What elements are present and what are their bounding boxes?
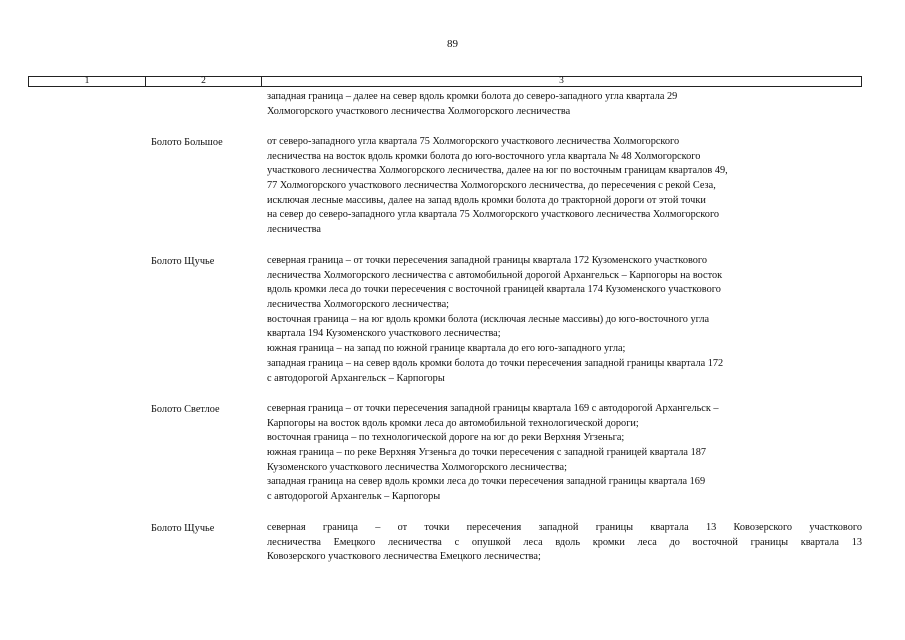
entry-name: Болото Щучье	[151, 256, 215, 267]
description-line: южная граница – по реке Верхняя Угзеньга до точки пересечения с западной границей квартала 187	[267, 447, 707, 459]
description-line: северная граница – от точки пересечения западной границы квартала 169 с автодорогой Архангельск –	[267, 403, 719, 414]
description-line: лесничества Емецкого лесничества с опушкой леса вдоль кромки леса до восточной границы квартала 13	[267, 536, 862, 548]
description-line: лесничества Холмогорского лесничества с автомобильной дорогой Архангельск – Карпогоры на восток	[267, 269, 723, 281]
column-header-1: 1	[29, 77, 146, 86]
description-line: с автодорогой Архангельск – Карпогоры	[267, 372, 445, 384]
column-header-3: 3	[559, 76, 564, 86]
description-line: вдоль кромки леса до точки пересечения с восточной границей квартала 174 Кузоменского участкового	[267, 284, 721, 296]
page-number: 89	[447, 38, 458, 50]
description-line: Кузоменского участкового лесничества Холмогорского лесничества;	[267, 461, 567, 473]
description-line: восточная граница – на юг вдоль кромки болота (исключая лесные массивы) до юго-восточного угла	[267, 313, 710, 325]
entry-description	[267, 135, 862, 238]
description-line: северная граница – от точки пересечения западной границы квартала 13 Ковозерского участкового	[267, 522, 862, 533]
description-line: южная граница – на запад по южной границе квартала до его юго-западного угла;	[267, 343, 626, 355]
description-line: лесничества	[267, 224, 321, 236]
description-line: западная граница – на север вдоль кромки болота до точки пересечения западной границы квартала 172	[267, 357, 724, 369]
description-line: северная граница – от точки пересечения западной границы квартала 172 Кузоменского участкового	[267, 255, 708, 266]
description-line: участкового лесничества Холмогорского лесничества, далее на юг по восточным границам кварталов 49,	[267, 165, 728, 177]
description-line: на север до северо-западного угла квартала 75 Холмогорского участкового лесничества Холмогорского	[267, 209, 720, 221]
entry-description	[267, 254, 862, 386]
description-line: с автодорогой Архангельк – Карпогоры	[267, 491, 441, 503]
description-line: от северо-западного угла квартала 75 Холмогорского участкового лесничества Холмогорского	[267, 136, 680, 147]
description-line: квартала 194 Кузоменского участкового лесничества;	[267, 328, 501, 340]
entry-description	[267, 402, 862, 505]
description-line: Холмогорского участкового лесничества Холмогорского лесничества	[267, 105, 571, 117]
description-line: западная граница – далее на север вдоль кромки болота до северо-западного угла квартала 29	[267, 91, 678, 102]
description-line: Ковозерского участкового лесничества Емецкого лесничества;	[267, 551, 541, 563]
description-line: лесничества Холмогорского лесничества;	[267, 299, 450, 311]
entry-name: Болото Светлое	[151, 404, 220, 415]
description-line: 77 Холмогорского участкового лесничества Холмогорского лесничества, до пересечения с рекой Сеза,	[267, 180, 716, 192]
description-line: лесничества на восток вдоль кромки болота до юго-восточного угла квартала № 48 Холмогорского	[267, 150, 701, 162]
entry-description	[267, 90, 862, 119]
description-line: западная граница на север вдоль кромки леса до точки пересечения западной границы квартала 169	[267, 476, 706, 488]
column-header-2: 2	[146, 77, 262, 86]
entry-description	[267, 521, 862, 565]
entry-name: Болото Щучье	[151, 523, 215, 534]
entry-name: Болото Большое	[151, 137, 223, 148]
description-line: восточная граница – по технологической дороге на юг до реки Верхняя Угзеньга;	[267, 432, 625, 444]
description-line: Карпогоры на восток вдоль кромки леса до автомобильной технологической дороги;	[267, 417, 639, 429]
description-line: исключая лесные массивы, далее на запад вдоль кромки болота до тракторной дороги от этой точки	[267, 194, 706, 206]
table-header-row	[28, 76, 862, 87]
